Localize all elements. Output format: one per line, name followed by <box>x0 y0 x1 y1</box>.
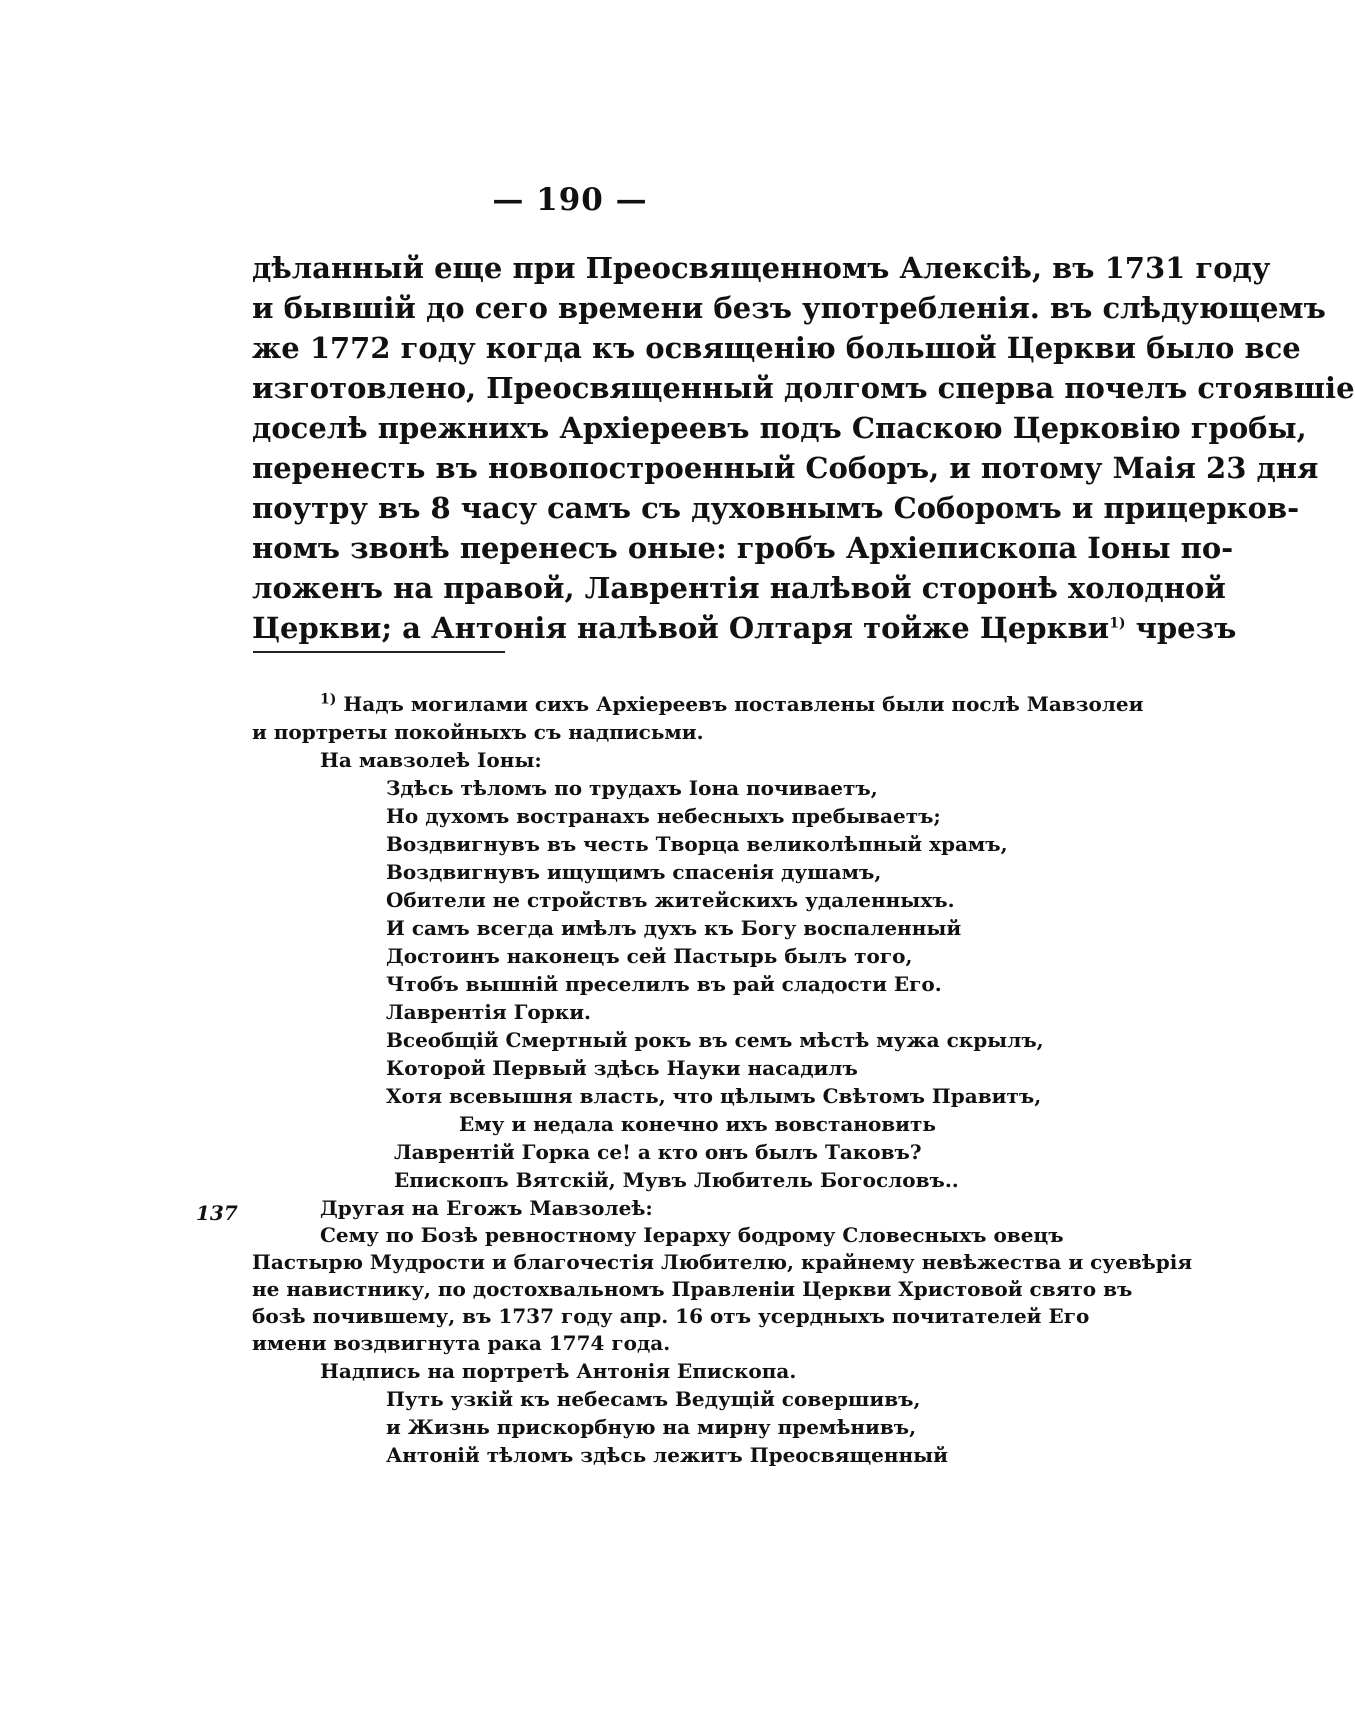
main-line-tail <box>1109 608 1236 648</box>
main-line: доселѣ прежнихъ Архiереевъ подъ Спаскою Церковiю гробы, <box>252 411 1307 445</box>
main-line: перенесть въ новопостроенный Соборъ, и потому Маiя 23 дня <box>252 451 1319 485</box>
main-line: номъ звонѣ перенесъ оные: гробъ Архiепископа Iоны по- <box>252 531 1234 565</box>
footnote-intro-cont: и портреты покойныхъ съ надписьми. <box>252 720 704 744</box>
verse-line: Антонiй тѣломъ здѣсь лежитъ Преосвященный <box>386 1443 949 1467</box>
main-text <box>252 248 1355 648</box>
page-number: — 190 — <box>492 182 648 218</box>
verse-line: Обители не стройствъ житейскихъ удаленныхъ. <box>386 888 955 912</box>
prose-line: Сему по Бозѣ ревностному Iерарху бодрому Словесныхъ овецъ <box>320 1223 1064 1247</box>
iona-heading: На мавзолеѣ Iоны: <box>320 748 542 772</box>
main-line: изготовлено, Преосвященный долгомъ сперва почелъ стоявшiе <box>252 371 1355 405</box>
main-line: же 1772 году когда къ освященiю большой Церкви было все <box>252 331 1301 365</box>
prose-line: Пастырю Мудрости и благочестiя Любителю, крайнему невѣжества и суевѣрiя <box>252 1250 1193 1274</box>
footnote-reference: 1) <box>1109 615 1126 632</box>
verse-line: Которой Первый здѣсь Науки насадилъ <box>386 1056 858 1080</box>
verse-line: Лаврентiй Горка се! а кто онъ былъ Таковъ? <box>394 1140 922 1164</box>
footnote-marker: 1) <box>320 691 337 708</box>
lavrenty-heading: Лаврентiя Горки. <box>386 1000 591 1024</box>
main-line-last <box>252 608 1237 648</box>
footnote-intro-text: Надъ могилами сихъ Архiереевъ поставлены были послѣ Мавзолеи <box>343 692 1144 716</box>
footnote-divider <box>253 651 505 653</box>
verse-line: Воздвигнувъ въ честь Творца великолѣпный храмъ, <box>386 832 1008 856</box>
verse-line-indented: Ему и недала конечно ихъ вовстановить <box>459 1112 936 1136</box>
other-mausoleum-heading: Другая на Егожъ Мавзолеѣ: <box>320 1196 653 1220</box>
verse-line: Всеобщiй Смертный рокъ въ семъ мѣстѣ мужа скрылъ, <box>386 1028 1044 1052</box>
verse-line: Путь узкiй къ небесамъ Ведущiй совершивъ, <box>386 1387 921 1411</box>
main-line: поутру въ 8 часу самъ съ духовнымъ Соборомъ и прицерков- <box>252 491 1300 525</box>
verse-line: Чтобъ вышнiй преселилъ въ рай сладости Его. <box>386 972 942 996</box>
main-line: и бывшiй до сего времени безъ употребленiя. въ слѣдующемъ <box>252 291 1326 325</box>
verse-line: Хотя всевышня власть, что цѣлымъ Свѣтомъ Правитъ, <box>386 1084 1042 1108</box>
verse-line: Епископъ Вятскiй, Мувъ Любитель Богословъ.. <box>394 1168 959 1192</box>
verse-line: Достоинъ наконецъ сей Пастырь былъ того, <box>386 944 913 968</box>
prose-line: не навистнику, по достохвальномъ Правленiи Церкви Христовой свято въ <box>252 1277 1133 1301</box>
verse-line: и Жизнь прискорбную на мирну премѣнивъ, <box>386 1415 917 1439</box>
main-line-end: чрезъ <box>1135 611 1237 645</box>
verse-line: Воздвигнувъ ищущимъ спасенiя душамъ, <box>386 860 882 884</box>
verse-line: И самъ всегда имѣлъ духъ къ Богу воспаленный <box>386 916 962 940</box>
prose-line: бозѣ почившему, въ 1737 году апр. 16 отъ усердныхъ почитателей Его <box>252 1304 1090 1328</box>
antony-heading: Надпись на портретѣ Антонiя Епископа. <box>320 1359 797 1383</box>
margin-number: 137 <box>196 1201 238 1225</box>
main-line: ложенъ на правой, Лаврентiя налѣвой сторонѣ холодной <box>252 571 1226 605</box>
footnote-block <box>252 690 1193 1469</box>
verse-line: Здѣсь тѣломъ по трудахъ Iона почиваетъ, <box>386 776 878 800</box>
prose-line: имени воздвигнута рака 1774 года. <box>252 1331 671 1355</box>
footnote-intro <box>252 690 1144 718</box>
verse-line: Но духомъ востранахъ небесныхъ пребываетъ; <box>386 804 941 828</box>
main-line: дѣланный еще при Преосвященномъ Алексiѣ, въ 1731 году <box>252 251 1271 285</box>
main-line-text: Церкви; а Антонiя налѣвой Олтаря тойже Церкви <box>252 611 1110 645</box>
